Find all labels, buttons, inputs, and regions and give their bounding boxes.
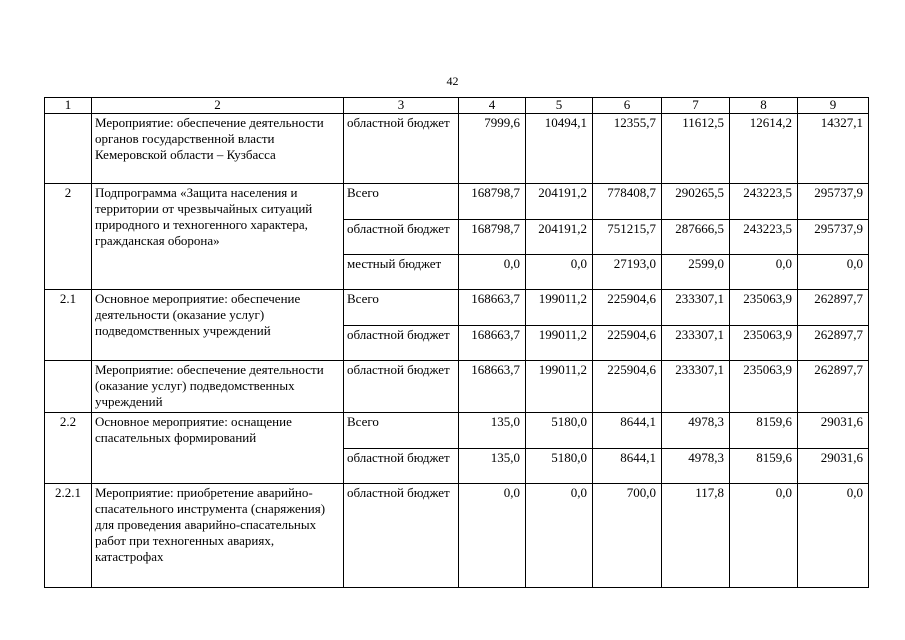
value-cell: 287666,5 [662, 220, 730, 255]
funding-source: областной бюджет [344, 326, 459, 361]
value-cell: 8159,6 [730, 413, 798, 449]
value-cell: 0,0 [730, 255, 798, 290]
value-cell: 225904,6 [593, 361, 662, 413]
item-name: Основное мероприятие: обеспечение деятельности (оказание услуг) подведомственных учреждений [92, 290, 344, 361]
table-row [45, 413, 869, 449]
item-code [45, 361, 92, 413]
value-cell: 235063,9 [730, 326, 798, 361]
item-name: Мероприятие: обеспечение деятельности (оказание услуг) подведомственных учреждений [92, 361, 344, 413]
item-code: 2.1 [45, 290, 92, 361]
value-cell: 168663,7 [459, 361, 526, 413]
value-cell: 4978,3 [662, 413, 730, 449]
column-number: 1 [45, 98, 92, 114]
value-cell: 29031,6 [798, 449, 869, 484]
item-code: 2.2.1 [45, 484, 92, 588]
value-cell: 4978,3 [662, 449, 730, 484]
table-row [45, 484, 869, 588]
page-number: 42 [446, 74, 459, 88]
funding-source: областной бюджет [344, 484, 459, 588]
funding-source: местный бюджет [344, 255, 459, 290]
column-number: 2 [92, 98, 344, 114]
value-cell: 243223,5 [730, 220, 798, 255]
column-number: 9 [798, 98, 869, 114]
value-cell: 2599,0 [662, 255, 730, 290]
table-row [45, 290, 869, 326]
value-cell: 8644,1 [593, 449, 662, 484]
item-code [45, 114, 92, 184]
value-cell: 0,0 [798, 484, 869, 588]
value-cell: 233307,1 [662, 361, 730, 413]
item-name: Мероприятие: приобретение аварийно-спасательного инструмента (снаряжения) для проведения аварийно-спасательных работ при техногенных авариях, катастрофах [92, 484, 344, 588]
column-number-row [45, 98, 869, 114]
value-cell: 8644,1 [593, 413, 662, 449]
funding-source: Всего [344, 290, 459, 326]
funding-source: Всего [344, 413, 459, 449]
value-cell: 225904,6 [593, 290, 662, 326]
value-cell: 290265,5 [662, 184, 730, 220]
item-name: Мероприятие: обеспечение деятельности органов государственной власти Кемеровской области – Кузбасса [92, 114, 344, 184]
table-row [45, 184, 869, 220]
value-cell: 295737,9 [798, 220, 869, 255]
budget-table [44, 97, 869, 588]
value-cell: 14327,1 [798, 114, 869, 184]
column-number: 5 [526, 98, 593, 114]
item-name: Основное мероприятие: оснащение спасательных формирований [92, 413, 344, 484]
column-number: 4 [459, 98, 526, 114]
value-cell: 27193,0 [593, 255, 662, 290]
value-cell: 168663,7 [459, 326, 526, 361]
value-cell: 199011,2 [526, 326, 593, 361]
value-cell: 233307,1 [662, 326, 730, 361]
value-cell: 262897,7 [798, 361, 869, 413]
value-cell: 199011,2 [526, 361, 593, 413]
value-cell: 12614,2 [730, 114, 798, 184]
value-cell: 0,0 [730, 484, 798, 588]
value-cell: 199011,2 [526, 290, 593, 326]
value-cell: 11612,5 [662, 114, 730, 184]
column-number: 7 [662, 98, 730, 114]
value-cell: 168663,7 [459, 290, 526, 326]
value-cell: 0,0 [526, 484, 593, 588]
item-name: Подпрограмма «Защита населения и территории от чрезвычайных ситуаций природного и техногенного характера, гражданская оборона» [92, 184, 344, 290]
value-cell: 5180,0 [526, 449, 593, 484]
value-cell: 168798,7 [459, 184, 526, 220]
value-cell: 135,0 [459, 449, 526, 484]
value-cell: 10494,1 [526, 114, 593, 184]
value-cell: 700,0 [593, 484, 662, 588]
item-code: 2 [45, 184, 92, 290]
column-number: 6 [593, 98, 662, 114]
value-cell: 0,0 [459, 484, 526, 588]
table-row [45, 114, 869, 184]
value-cell: 168798,7 [459, 220, 526, 255]
value-cell: 235063,9 [730, 361, 798, 413]
value-cell: 778408,7 [593, 184, 662, 220]
value-cell: 0,0 [459, 255, 526, 290]
item-code: 2.2 [45, 413, 92, 484]
value-cell: 751215,7 [593, 220, 662, 255]
value-cell: 225904,6 [593, 326, 662, 361]
value-cell: 204191,2 [526, 220, 593, 255]
value-cell: 262897,7 [798, 326, 869, 361]
value-cell: 0,0 [798, 255, 869, 290]
value-cell: 235063,9 [730, 290, 798, 326]
funding-source: областной бюджет [344, 114, 459, 184]
value-cell: 12355,7 [593, 114, 662, 184]
value-cell: 295737,9 [798, 184, 869, 220]
value-cell: 233307,1 [662, 290, 730, 326]
column-number: 8 [730, 98, 798, 114]
column-number: 3 [344, 98, 459, 114]
funding-source: Всего [344, 184, 459, 220]
value-cell: 243223,5 [730, 184, 798, 220]
funding-source: областной бюджет [344, 361, 459, 413]
value-cell: 204191,2 [526, 184, 593, 220]
value-cell: 8159,6 [730, 449, 798, 484]
table-row [45, 361, 869, 413]
value-cell: 135,0 [459, 413, 526, 449]
value-cell: 262897,7 [798, 290, 869, 326]
value-cell: 117,8 [662, 484, 730, 588]
funding-source: областной бюджет [344, 220, 459, 255]
value-cell: 7999,6 [459, 114, 526, 184]
value-cell: 29031,6 [798, 413, 869, 449]
value-cell: 5180,0 [526, 413, 593, 449]
value-cell: 0,0 [526, 255, 593, 290]
funding-source: областной бюджет [344, 449, 459, 484]
